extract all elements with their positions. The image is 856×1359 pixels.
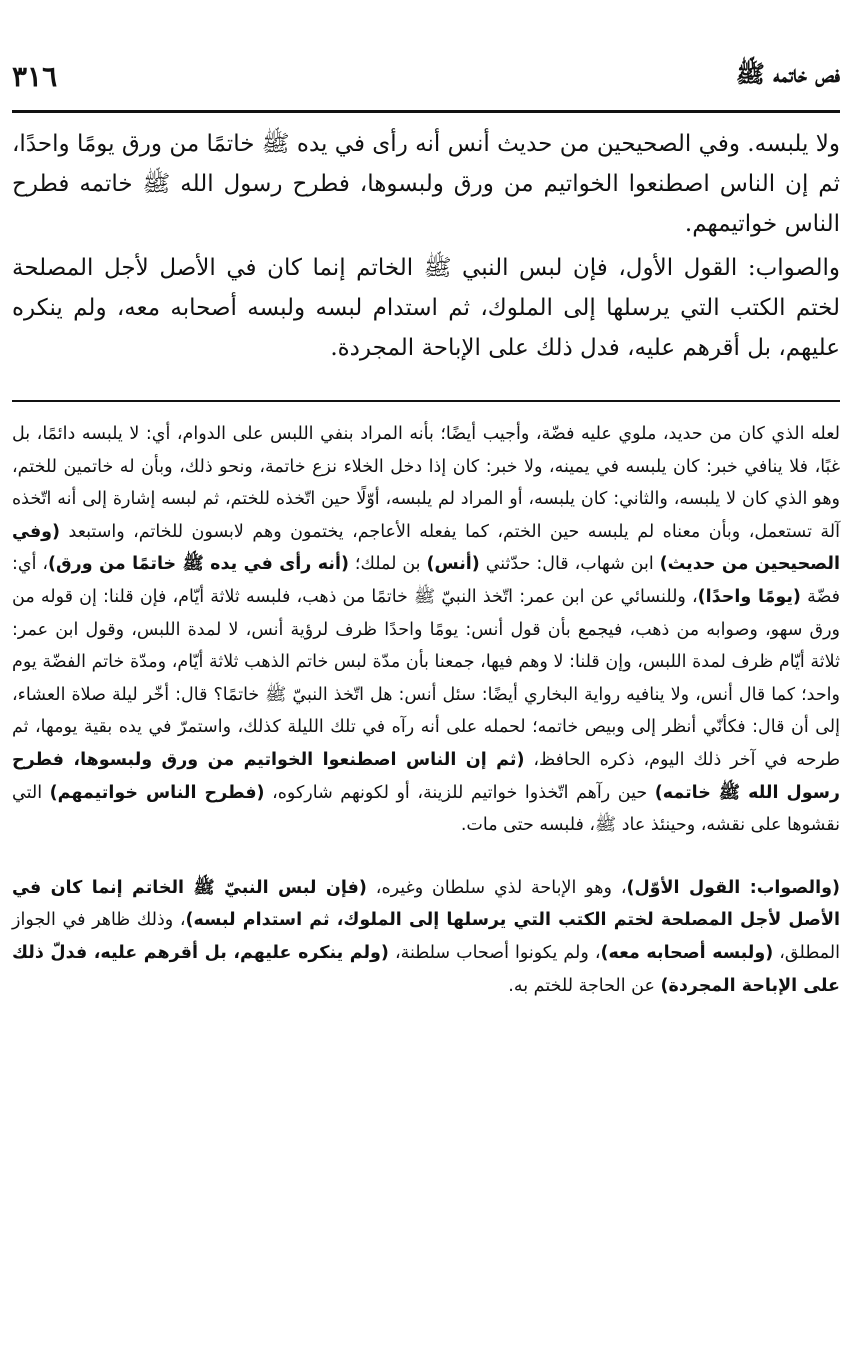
commentary-text: ، ولم يكونوا أصحاب سلطنة، [388,942,601,963]
commentary-separator [12,400,840,402]
quoted-text: (فطرح الناس خواتيمهم) [49,782,265,803]
commentary-paragraph [12,872,840,1002]
main-text-paragraph: والصواب: القول الأول، فإن لبس النبي ﷺ الخاتم إنما كان في الأصل لأجل المصلحة لختم الكتب التي يرسلها إلى الملوك، ثم استدام لبسه ولبسه أصحابه معه، ولم ينكره عليهم، بل أقرهم عليه، فدل ذلك على الإباحة المجردة. [12,255,840,361]
quoted-text: (يومًا واحدًا) [697,586,801,607]
quoted-text: (ولبسه أصحابه معه) [600,942,774,963]
commentary-text: ابن شهاب، قال: حدّثني [479,554,660,575]
quoted-text: (ولم ينكره عليهم، بل أقرهم عليه، فدلّ ذلك على الإباحة المجردة) [12,942,840,996]
commentary-text: حين رآهم اتّخذوا خواتيم للزينة، أو لكونهم شاركوه، [264,782,655,803]
commentary-text: ، وذلك ظاهر في الجواز المطلق، [12,910,840,963]
commentary [12,418,840,1002]
commentary-text: ، وللنسائي عن ابن عمر: اتّخذ النبيّ ﷺ خاتمًا من ذهب، فلبسه ثلاثة أيّام، فإن قلنا: إن قوله من ورق سهو، وصوابه من ذهب، فيجمع بأن قول أنس: يومًا واحدًا ظرف لرؤية أنس، لا لمدة اللبس، وقول ابن عمر: ثلاثة أيّام ظرف لمدة اللبس، وإن قلنا: لا وهم فيها، جمعنا بأن مدّة لبس خاتم الذهب ثلاثة أيّام، ومدّة خاتم الفضّة يوم واحد؛ كما قال أنس، ولا ينافيه رواية البخاري أيضًا: سئل أنس: هل اتّخذ النبيّ ﷺ خاتمًا؟ قال: أخّر ليلة صلاة العشاء، إلى أن قال: فكأنّي أنظر إلى وبيص خاتمه؛ لحمله على أنه رآه في تلك الليلة كذلك، واستمرّ في يده بقية يومها، ثم طرحه في آخر ذلك اليوم، ذكره الحافظ، [12,586,840,770]
header-rule [12,110,840,113]
commentary-text: ، وهو الإباحة لذي سلطان وغيره، [366,877,627,898]
commentary-text: لعله الذي كان من حديد، ملوي عليه فضّة، وأجيب أيضًا؛ بأنه المراد بنفي اللبس على الدوام، أي: لا يلبسه دائمًا، بل غبًا، فلا ينافي خبر: كان يلبسه في يمينه، ولا خبر: كان إذا دخل الخلاء نزع خاتمة، ونحو ذلك، وبأن له خاتمين للختم، وهو الذي كان لا يلبسه، والثاني: كان يلبسه، أو المراد لم يلبسه، أوّلًا حين اتّخذه للختم، ثم لبسه إشارة إلى أنه اتّخذه آلة تستعمل، وبأن معناه لم يلبسه حين الختم، كما يفعله الأعاجم، يختمون وهم لابسون للخاتم، واستبعد [12,424,840,542]
running-title: فص خاتمه ﷺ [735,58,840,88]
commentary-text: عن الحاجة للختم به. [508,975,661,996]
page-number: ٣١٦ [12,59,58,93]
quoted-text: (فإن لبس النبيّ ﷺ الخاتم إنما كان في الأصل لأجل المصلحة لختم الكتب التي يرسلها إلى الملوك، ثم استدام لبسه) [12,877,840,931]
quoted-text: (ثم إن الناس اصطنعوا الخواتيم من ورق ولبسوها، فطرح رسول الله ﷺ خاتمه) [12,749,840,803]
quoted-text: (أنه رأى في يده ﷺ خاتمًا من ورق) [48,554,349,575]
commentary-text: بن لملك؛ [348,554,427,575]
quoted-text: (والصواب: القول الأوّل) [626,877,840,898]
quoted-text: (أنس) [426,554,480,575]
quoted-text: (وفي الصحيحين من حديث) [12,521,840,575]
main-text [12,124,840,368]
commentary-paragraph [12,418,840,842]
page-header [12,52,840,100]
book-page [12,0,840,1359]
commentary-text: ، أي: فضّة [12,554,840,607]
main-text-paragraph: ولا يلبسه. وفي الصحيحين من حديث أنس أنه رأى في يده ﷺ خاتمًا من ورق يومًا واحدًا، ثم إن الناس اصطنعوا الخواتيم من ورق ولبسوها، فطرح رسول الله ﷺ خاتمه فطرح الناس خواتيمهم. [12,131,840,237]
commentary-text: التي نقشوها على نقشه، وحينئذ عاد ﷺ، فلبسه حتى مات. [12,782,840,836]
